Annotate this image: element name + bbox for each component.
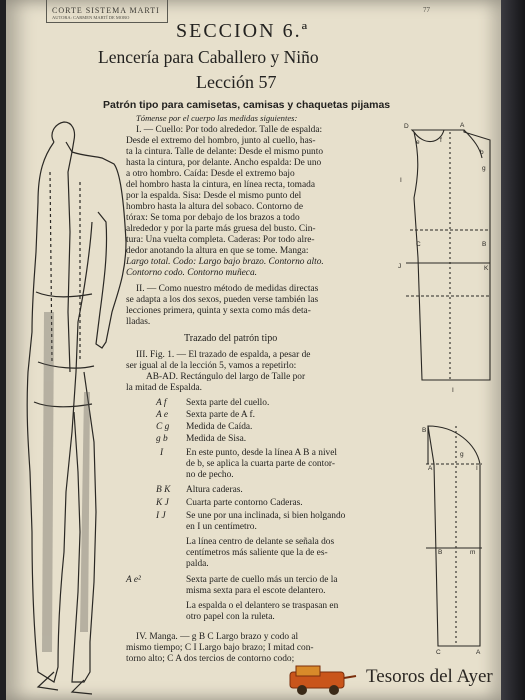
watermark-text: Tesoros del Ayer [366,666,493,687]
measures-line: por la espalda. Sisa: Desde el mismo punto del [126,191,302,201]
measures-line: hombro hasta la altura del sobaco. Contorno de [126,202,304,212]
trazado-intro-line: AB-AD. Rectángulo del largo de Talle por [146,372,306,382]
item-text: centímetros más saliente que la de es- [186,548,328,558]
fig2-label: I [476,465,478,472]
item-text: Sexta parte de A f. [186,410,255,420]
measures-line: Contorno codo. Contorno muñeca. [126,268,257,278]
measures-line: tórax: Se toma por debajo de los brazos a todo [126,213,300,223]
para-2-line: lladas. [126,317,151,327]
measures-line: alrededor y por la parte más gruesa del busto. Cin- [126,224,316,234]
measures-line: tura: Una vuelta completa. Caderas: Por todo alre- [126,235,315,245]
para-2-line: lecciones primera, quinta y sexta como más deta- [126,306,311,316]
item-key: g b [156,434,168,444]
pattern-figure-2 [416,418,496,658]
item-key: B K [156,485,171,495]
measures-line: del hombro hasta la cintura, en línea recta, tomada [126,180,315,190]
measures-line: ta la cintura. Talle de delante: Desde el mismo punto [126,147,324,157]
item-key: A e [156,410,169,420]
measures-line: a otro hombro. Caída: Desde el extremo bajo [126,169,295,179]
item-key: C g [156,422,170,432]
fig2-label: g [460,451,464,458]
item-text: Se une por una inclinada, si bien holgando [186,511,346,521]
fig2-label: A [428,465,433,472]
trazado-intro-line: ser igual al de la lección 5, vamos a repetirlo: [126,361,297,371]
section-title: SECCION 6.ª [176,20,310,42]
item-text: Sexta parte del cuello. [186,398,270,408]
fig1-label: I [400,177,402,184]
item-text: en I un centímetro. [186,522,257,532]
fig1-label: e [416,139,420,146]
fig2-label: B [422,427,427,434]
measures-line: Desde el extremo del hombro, junto al cuello, has- [126,136,316,146]
measures-line: Largo total. Codo: Largo bajo brazo. Contorno alto. [126,257,324,267]
fig2-label: B [438,549,443,556]
item-key: A e² [126,575,141,585]
fig1-label: f [440,137,442,144]
fig1-label: J [398,263,402,270]
item-key: I [160,448,164,458]
item-key: K J [156,498,169,508]
measures-intro: Tómense por el cuerpo las medidas siguientes: [136,113,298,123]
para-2-line: se adapta a los dos sexos, pueden verse también las [126,295,319,305]
trazado-intro-line: III. Fig. 1. — El trazado de espalda, a pesar de [136,350,311,360]
item-text: misma sexta para el escote delantero. [186,586,326,596]
fig1-label: C [416,241,421,248]
fig1-label: I [452,387,454,393]
item-text: no de pecho. [186,470,234,480]
watermark-logo [286,662,360,696]
item-key: I J [156,511,166,521]
book-cover-edge [501,0,525,700]
fig1-label: g [482,165,486,172]
page-number: 77 [423,6,430,14]
trazado-heading: Trazado del patrón tipo [184,333,278,344]
fig1-label: K [484,265,489,272]
manga-line: IV. Manga. — g B C Largo brazo y codo al [136,632,299,642]
fig1-label: A [460,122,465,129]
section-subtitle: Lencería para Caballero y Niño [98,47,319,67]
item-text: En este punto, desde la línea A B a nivel [186,448,338,458]
fig2-label: A [476,649,481,656]
header-title: CORTE SISTEMA MARTI [52,6,160,15]
item-text: La línea centro de delante se señala dos [186,537,335,547]
pattern-figure-1 [394,118,494,393]
item-text: palda. [186,559,209,569]
item-text: Sexta parte de cuello más un tercio de la [186,575,338,585]
item-text: Altura caderas. [186,485,243,495]
measures-line: I. — Cuello: Por todo alrededor. Talle de espalda: [136,125,323,135]
mannequin-illustration [14,112,132,697]
book-page [6,0,501,700]
item-text: Cuarta parte contorno Caderas. [186,498,303,508]
pattern-title: Patrón tipo para camisetas, camisas y chaquetas pijamas [103,99,391,111]
header-author: AUTORA: CARMEN MARTÍ DE MORO [52,15,130,20]
item-text: Medida de Caída. [186,422,253,432]
item-text: de b, se aplica la cuarta parte de contor- [186,459,335,469]
measures-line: dedor anotando la altura en que se tome. Manga: [126,246,309,256]
fig1-label: B [482,241,487,248]
fig2-label: m [470,549,476,556]
manga-line: torno alto; C A dos tercios de contorno codo; [126,654,295,664]
measures-line: hasta la cintura, por delante. Ancho espalda: De uno [126,158,322,168]
lesson-title: Lección 57 [196,72,277,92]
item-text: otro papel con la ruleta. [186,612,275,622]
fig1-label: b [480,149,484,156]
item-text: Medida de Sisa. [186,434,247,444]
manga-line: mismo tiempo; C I Largo bajo brazo; I mitad con- [126,643,314,653]
fig2-label: C [436,649,441,656]
para-2-line: II. — Como nuestro método de medidas directas [136,284,319,294]
fig1-label: D [404,123,409,130]
item-text: La espalda o el delantero se traspasan en [186,601,339,611]
item-key: A f [156,398,167,408]
trazado-intro-line: la mitad de Espalda. [126,383,203,393]
